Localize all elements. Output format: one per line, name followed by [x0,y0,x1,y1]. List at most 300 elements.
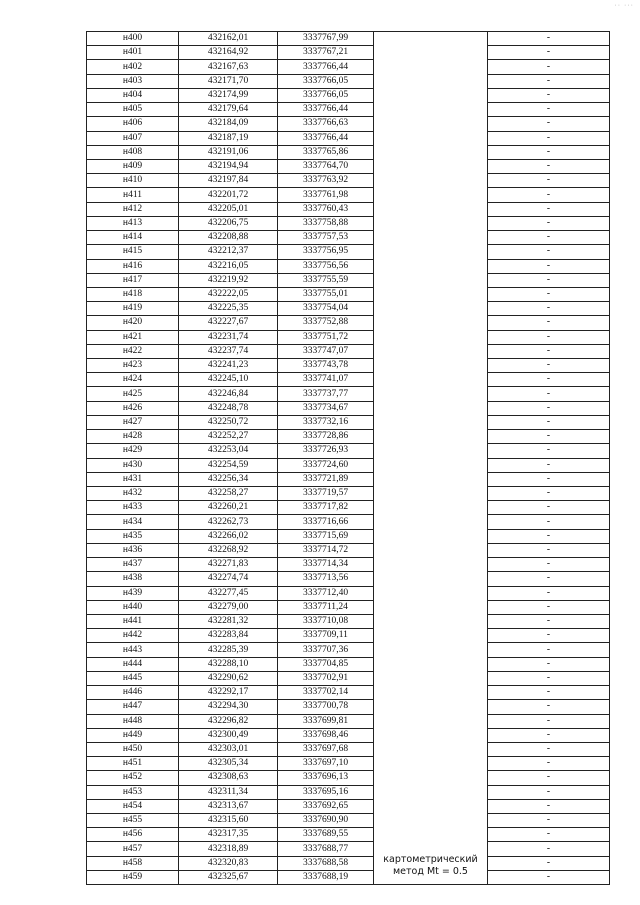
x-coordinate-cell: 432303,01 [179,742,278,756]
y-coordinate-cell: 3337756,95 [278,245,374,259]
table-row [87,529,610,543]
accuracy-cell: - [488,46,610,60]
table-row [87,515,610,529]
y-coordinate-cell: 3337752,88 [278,316,374,330]
y-coordinate-cell: 3337697,68 [278,742,374,756]
accuracy-cell: - [488,543,610,557]
x-coordinate-cell: 432162,01 [179,32,278,46]
table-row [87,202,610,216]
y-coordinate-cell: 3337766,44 [278,103,374,117]
y-coordinate-cell: 3337716,66 [278,515,374,529]
accuracy-cell: - [488,600,610,614]
y-coordinate-cell: 3337758,88 [278,216,374,230]
point-id-cell: н441 [87,614,179,628]
point-id-cell: н411 [87,188,179,202]
y-coordinate-cell: 3337711,24 [278,600,374,614]
accuracy-cell: - [488,771,610,785]
y-coordinate-cell: 3337714,34 [278,558,374,572]
point-id-cell: н430 [87,458,179,472]
y-coordinate-cell: 3337715,69 [278,529,374,543]
point-id-cell: н424 [87,373,179,387]
y-coordinate-cell: 3337700,78 [278,700,374,714]
x-coordinate-cell: 432231,74 [179,330,278,344]
table-row [87,785,610,799]
table-row [87,273,610,287]
table-row [87,131,610,145]
accuracy-cell: - [488,202,610,216]
table-row [87,487,610,501]
x-coordinate-cell: 432205,01 [179,202,278,216]
table-row [87,728,610,742]
point-id-cell: н400 [87,32,179,46]
accuracy-cell: - [488,103,610,117]
point-id-cell: н428 [87,430,179,444]
table-row [87,600,610,614]
accuracy-cell: - [488,273,610,287]
y-coordinate-cell: 3337760,43 [278,202,374,216]
accuracy-cell: - [488,117,610,131]
y-coordinate-cell: 3337712,40 [278,586,374,600]
x-coordinate-cell: 432258,27 [179,487,278,501]
point-id-cell: н457 [87,842,179,856]
accuracy-cell: - [488,415,610,429]
y-coordinate-cell: 3337763,92 [278,174,374,188]
point-id-cell: н419 [87,302,179,316]
accuracy-cell: - [488,714,610,728]
table-row [87,700,610,714]
point-id-cell: н407 [87,131,179,145]
x-coordinate-cell: 432191,06 [179,145,278,159]
accuracy-cell: - [488,245,610,259]
point-id-cell: н431 [87,472,179,486]
y-coordinate-cell: 3337766,63 [278,117,374,131]
x-coordinate-cell: 432187,19 [179,131,278,145]
accuracy-cell: - [488,671,610,685]
y-coordinate-cell: 3337766,44 [278,60,374,74]
point-id-cell: н401 [87,46,179,60]
y-coordinate-cell: 3337757,53 [278,231,374,245]
y-coordinate-cell: 3337697,10 [278,757,374,771]
coordinates-table-body [87,32,610,885]
accuracy-cell: - [488,814,610,828]
accuracy-cell: - [488,32,610,46]
accuracy-cell: - [488,842,610,856]
accuracy-cell: - [488,131,610,145]
y-coordinate-cell: 3337689,55 [278,828,374,842]
y-coordinate-cell: 3337688,19 [278,870,374,884]
y-coordinate-cell: 3337754,04 [278,302,374,316]
accuracy-cell: - [488,159,610,173]
accuracy-cell: - [488,231,610,245]
y-coordinate-cell: 3337747,07 [278,344,374,358]
y-coordinate-cell: 3337755,01 [278,287,374,301]
table-row [87,231,610,245]
x-coordinate-cell: 432277,45 [179,586,278,600]
table-row [87,444,610,458]
x-coordinate-cell: 432219,92 [179,273,278,287]
table-row [87,856,610,870]
table-row [87,472,610,486]
table-row [87,387,610,401]
table-row [87,32,610,46]
x-coordinate-cell: 432241,23 [179,359,278,373]
point-id-cell: н421 [87,330,179,344]
table-row [87,586,610,600]
point-id-cell: н442 [87,629,179,643]
accuracy-cell: - [488,344,610,358]
point-id-cell: н429 [87,444,179,458]
accuracy-cell: - [488,88,610,102]
accuracy-cell: - [488,373,610,387]
table-row [87,188,610,202]
accuracy-cell: - [488,643,610,657]
x-coordinate-cell: 432222,05 [179,287,278,301]
y-coordinate-cell: 3337702,14 [278,686,374,700]
accuracy-cell: - [488,572,610,586]
accuracy-cell: - [488,401,610,415]
x-coordinate-cell: 432274,74 [179,572,278,586]
accuracy-cell: - [488,359,610,373]
table-row [87,430,610,444]
x-coordinate-cell: 432246,84 [179,387,278,401]
table-row [87,686,610,700]
point-id-cell: н434 [87,515,179,529]
x-coordinate-cell: 432253,04 [179,444,278,458]
point-id-cell: н446 [87,686,179,700]
point-id-cell: н403 [87,74,179,88]
x-coordinate-cell: 432281,32 [179,614,278,628]
accuracy-cell: - [488,387,610,401]
accuracy-cell: - [488,614,610,628]
table-row [87,74,610,88]
table-row [87,742,610,756]
table-row [87,159,610,173]
y-coordinate-cell: 3337692,65 [278,799,374,813]
table-row [87,671,610,685]
coordinates-table [86,31,610,885]
table-row [87,401,610,415]
table-row [87,245,610,259]
point-id-cell: н435 [87,529,179,543]
point-id-cell: н416 [87,259,179,273]
x-coordinate-cell: 432313,67 [179,799,278,813]
x-coordinate-cell: 432245,10 [179,373,278,387]
accuracy-cell: - [488,700,610,714]
point-id-cell: н404 [87,88,179,102]
point-id-cell: н458 [87,856,179,870]
table-row [87,657,610,671]
x-coordinate-cell: 432311,34 [179,785,278,799]
point-id-cell: н436 [87,543,179,557]
x-coordinate-cell: 432260,21 [179,501,278,515]
point-id-cell: н420 [87,316,179,330]
accuracy-cell: - [488,316,610,330]
accuracy-cell: - [488,60,610,74]
point-id-cell: н451 [87,757,179,771]
accuracy-cell: - [488,458,610,472]
y-coordinate-cell: 3337709,11 [278,629,374,643]
point-id-cell: н459 [87,870,179,884]
x-coordinate-cell: 432290,62 [179,671,278,685]
accuracy-cell: - [488,501,610,515]
y-coordinate-cell: 3337719,57 [278,487,374,501]
x-coordinate-cell: 432317,35 [179,828,278,842]
y-coordinate-cell: 3337688,77 [278,842,374,856]
accuracy-cell: - [488,799,610,813]
x-coordinate-cell: 432305,34 [179,757,278,771]
x-coordinate-cell: 432320,83 [179,856,278,870]
table-row [87,117,610,131]
x-coordinate-cell: 432256,34 [179,472,278,486]
point-id-cell: н427 [87,415,179,429]
table-row [87,629,610,643]
y-coordinate-cell: 3337714,72 [278,543,374,557]
accuracy-cell: - [488,174,610,188]
point-id-cell: н449 [87,728,179,742]
table-row [87,302,610,316]
y-coordinate-cell: 3337704,85 [278,657,374,671]
accuracy-cell: - [488,444,610,458]
y-coordinate-cell: 3337713,56 [278,572,374,586]
table-row [87,373,610,387]
x-coordinate-cell: 432315,60 [179,814,278,828]
point-id-cell: н425 [87,387,179,401]
accuracy-cell: - [488,728,610,742]
y-coordinate-cell: 3337707,36 [278,643,374,657]
point-id-cell: н453 [87,785,179,799]
accuracy-cell: - [488,74,610,88]
table-row [87,287,610,301]
x-coordinate-cell: 432318,89 [179,842,278,856]
y-coordinate-cell: 3337743,78 [278,359,374,373]
x-coordinate-cell: 432254,59 [179,458,278,472]
accuracy-cell: - [488,629,610,643]
x-coordinate-cell: 432184,09 [179,117,278,131]
x-coordinate-cell: 432225,35 [179,302,278,316]
table-row [87,330,610,344]
y-coordinate-cell: 3337741,07 [278,373,374,387]
accuracy-cell: - [488,145,610,159]
table-row [87,814,610,828]
y-coordinate-cell: 3337764,70 [278,159,374,173]
x-coordinate-cell: 432194,94 [179,159,278,173]
table-row [87,828,610,842]
point-id-cell: н415 [87,245,179,259]
y-coordinate-cell: 3337737,77 [278,387,374,401]
accuracy-cell: - [488,487,610,501]
x-coordinate-cell: 432283,84 [179,629,278,643]
table-row [87,174,610,188]
point-id-cell: н437 [87,558,179,572]
x-coordinate-cell: 432292,17 [179,686,278,700]
point-id-cell: н439 [87,586,179,600]
x-coordinate-cell: 432248,78 [179,401,278,415]
y-coordinate-cell: 3337717,82 [278,501,374,515]
y-coordinate-cell: 3337696,13 [278,771,374,785]
table-row [87,558,610,572]
method-accuracy: метод Mt = 0.5 [393,866,468,878]
x-coordinate-cell: 432206,75 [179,216,278,230]
table-row [87,216,610,230]
accuracy-cell: - [488,558,610,572]
accuracy-cell: - [488,302,610,316]
y-coordinate-cell: 3337766,44 [278,131,374,145]
table-row [87,103,610,117]
table-row [87,359,610,373]
x-coordinate-cell: 432308,63 [179,771,278,785]
accuracy-cell: - [488,330,610,344]
x-coordinate-cell: 432288,10 [179,657,278,671]
x-coordinate-cell: 432212,37 [179,245,278,259]
accuracy-cell: - [488,828,610,842]
x-coordinate-cell: 432237,74 [179,344,278,358]
point-id-cell: н455 [87,814,179,828]
x-coordinate-cell: 432208,88 [179,231,278,245]
point-id-cell: н432 [87,487,179,501]
table-row [87,757,610,771]
point-id-cell: н408 [87,145,179,159]
y-coordinate-cell: 3337695,16 [278,785,374,799]
point-id-cell: н450 [87,742,179,756]
x-coordinate-cell: 432252,27 [179,430,278,444]
y-coordinate-cell: 3337732,16 [278,415,374,429]
y-coordinate-cell: 3337755,59 [278,273,374,287]
table-row [87,643,610,657]
point-id-cell: н413 [87,216,179,230]
accuracy-cell: - [488,657,610,671]
accuracy-cell: - [488,870,610,884]
x-coordinate-cell: 432268,92 [179,543,278,557]
x-coordinate-cell: 432296,82 [179,714,278,728]
point-id-cell: н443 [87,643,179,657]
y-coordinate-cell: 3337726,93 [278,444,374,458]
accuracy-cell: - [488,430,610,444]
point-id-cell: н445 [87,671,179,685]
accuracy-cell: - [488,757,610,771]
accuracy-cell: - [488,586,610,600]
y-coordinate-cell: 3337699,81 [278,714,374,728]
point-id-cell: н422 [87,344,179,358]
y-coordinate-cell: 3337734,67 [278,401,374,415]
point-id-cell: н402 [87,60,179,74]
x-coordinate-cell: 432279,00 [179,600,278,614]
table-row [87,870,610,884]
point-id-cell: н440 [87,600,179,614]
point-id-cell: н417 [87,273,179,287]
table-row [87,572,610,586]
point-id-cell: н444 [87,657,179,671]
point-id-cell: н423 [87,359,179,373]
x-coordinate-cell: 432266,02 [179,529,278,543]
table-row [87,799,610,813]
point-id-cell: н452 [87,771,179,785]
point-id-cell: н418 [87,287,179,301]
x-coordinate-cell: 432262,73 [179,515,278,529]
accuracy-cell: - [488,259,610,273]
method-name: картометрический [383,854,478,866]
x-coordinate-cell: 432164,92 [179,46,278,60]
x-coordinate-cell: 432250,72 [179,415,278,429]
accuracy-cell: - [488,515,610,529]
y-coordinate-cell: 3337756,56 [278,259,374,273]
table-row [87,259,610,273]
table-row [87,145,610,159]
point-id-cell: н414 [87,231,179,245]
x-coordinate-cell: 432174,99 [179,88,278,102]
x-coordinate-cell: 432300,49 [179,728,278,742]
accuracy-cell: - [488,686,610,700]
x-coordinate-cell: 432294,30 [179,700,278,714]
x-coordinate-cell: 432201,72 [179,188,278,202]
y-coordinate-cell: 3337765,86 [278,145,374,159]
y-coordinate-cell: 3337728,86 [278,430,374,444]
accuracy-cell: - [488,287,610,301]
point-id-cell: н438 [87,572,179,586]
point-id-cell: н412 [87,202,179,216]
table-row [87,543,610,557]
x-coordinate-cell: 432179,64 [179,103,278,117]
x-coordinate-cell: 432171,70 [179,74,278,88]
point-id-cell: н409 [87,159,179,173]
accuracy-cell: - [488,188,610,202]
point-id-cell: н405 [87,103,179,117]
point-id-cell: н433 [87,501,179,515]
point-id-cell: н456 [87,828,179,842]
accuracy-cell: - [488,529,610,543]
y-coordinate-cell: 3337724,60 [278,458,374,472]
accuracy-cell: - [488,472,610,486]
accuracy-cell: - [488,856,610,870]
x-coordinate-cell: 432285,39 [179,643,278,657]
table-row [87,842,610,856]
point-id-cell: н426 [87,401,179,415]
table-row [87,714,610,728]
point-id-cell: н410 [87,174,179,188]
table-row [87,316,610,330]
x-coordinate-cell: 432167,63 [179,60,278,74]
y-coordinate-cell: 3337690,90 [278,814,374,828]
y-coordinate-cell: 3337767,99 [278,32,374,46]
x-coordinate-cell: 432325,67 [179,870,278,884]
corner-mark: ·· ··· [614,2,634,9]
y-coordinate-cell: 3337766,05 [278,88,374,102]
accuracy-cell: - [488,785,610,799]
y-coordinate-cell: 3337721,89 [278,472,374,486]
accuracy-cell: - [488,216,610,230]
point-id-cell: н448 [87,714,179,728]
accuracy-cell: - [488,742,610,756]
point-id-cell: н447 [87,700,179,714]
x-coordinate-cell: 432216,05 [179,259,278,273]
method-cell [374,32,488,885]
table-row [87,458,610,472]
y-coordinate-cell: 3337766,05 [278,74,374,88]
x-coordinate-cell: 432227,67 [179,316,278,330]
table-row [87,88,610,102]
table-row [87,344,610,358]
table-row [87,415,610,429]
table-row [87,60,610,74]
x-coordinate-cell: 432271,83 [179,558,278,572]
table-row [87,46,610,60]
y-coordinate-cell: 3337761,98 [278,188,374,202]
y-coordinate-cell: 3337702,91 [278,671,374,685]
point-id-cell: н406 [87,117,179,131]
y-coordinate-cell: 3337710,08 [278,614,374,628]
y-coordinate-cell: 3337698,46 [278,728,374,742]
y-coordinate-cell: 3337751,72 [278,330,374,344]
y-coordinate-cell: 3337688,58 [278,856,374,870]
